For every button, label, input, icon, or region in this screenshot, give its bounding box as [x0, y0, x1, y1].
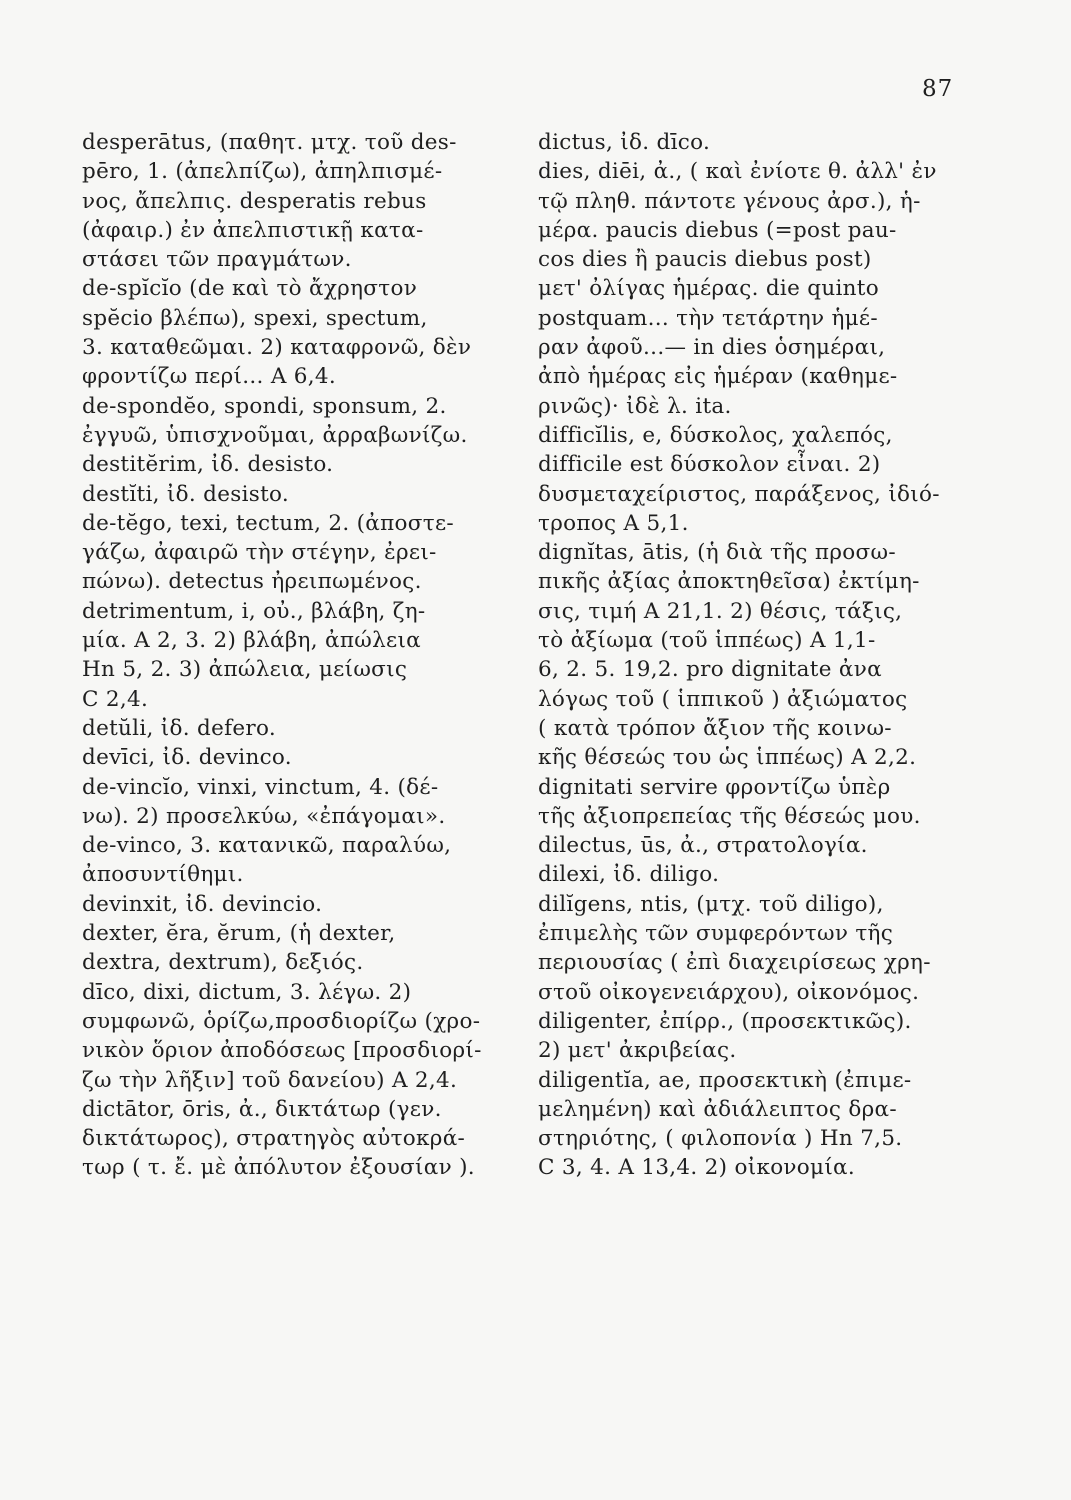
dictionary-line: νω). 2) προσελκύω, «ἐπάγομαι».	[82, 803, 446, 829]
dictionary-line: περιουσίας ( ἐπὶ διαχειρίσεως χρη-	[538, 950, 931, 976]
dictionary-line: diligentĭa, ae, προσεκτικὴ (ἐπιμε-	[538, 1067, 912, 1093]
dictionary-line: 6, 2. 5. 19,2. pro dignitate ἀνα	[538, 657, 882, 683]
dictionary-line: dilectus, ūs, ἀ., στρατολογία.	[538, 833, 868, 859]
dictionary-line: στηριότης, ( φιλοπονία ) Hn 7,5.	[538, 1126, 903, 1152]
dictionary-line: devinxit, ἰδ. devincio.	[82, 891, 323, 917]
dictionary-line: C 3, 4. A 13,4. 2) οἰκονομία.	[538, 1155, 856, 1181]
dictionary-line: τὸ ἀξίωμα (τοῦ ἱππέως) A 1,1-	[538, 628, 876, 654]
dictionary-line: pēro, 1. (ἀπελπίζω), ἀπηλπισμέ-	[82, 159, 443, 185]
page-number: 87	[922, 76, 954, 102]
dictionary-line: dexter, ĕra, ĕrum, (ἡ dexter,	[82, 921, 396, 947]
dictionary-line: ἀποσυντίθημι.	[82, 862, 244, 888]
dictionary-line: dilexi, ἰδ. diligo.	[538, 862, 720, 888]
dictionary-line: diligenter, ἐπίρρ., (προσεκτικῶς).	[538, 1008, 912, 1034]
dictionary-line: τῷ πληθ. πάντοτε γένους ἀρσ.), ἡ-	[538, 188, 921, 214]
dictionary-line: κῆς θέσεώς του ὡς ἱππέως) A 2,2.	[538, 745, 917, 771]
dictionary-line: difficile est δύσκολον εἶναι. 2)	[538, 452, 881, 478]
dictionary-line: στοῦ οἰκογενειάρχου), οἰκονόμος.	[538, 979, 920, 1005]
dictionary-line: dilĭgens, ntis, (μτχ. τοῦ diligo),	[538, 891, 884, 917]
dictionary-line: φροντίζω περί... A 6,4.	[82, 364, 337, 390]
dictionary-line: difficĭlis, e, δύσκολος, χαλεπός,	[538, 422, 893, 448]
dictionary-line: τροπος A 5,1.	[538, 510, 689, 536]
dictionary-line: νικὸν ὅριον ἀποδόσεως [προσδιορί-	[82, 1038, 482, 1064]
dictionary-line: ζω τὴν λῆξιν] τοῦ δανείου) A 2,4.	[82, 1067, 458, 1093]
dictionary-line: μέρα. paucis diebus (=post pau-	[538, 217, 897, 243]
dictionary-line: ρινῶς)· ἰδὲ λ. ita.	[538, 393, 732, 419]
dictionary-line: dies, diēi, ἀ., ( καὶ ἐνίοτε θ. ἀλλ' ἐν	[538, 159, 937, 185]
dictionary-line: de-tĕgo, texi, tectum, 2. (ἀποστε-	[82, 510, 454, 536]
dictionary-line: detrimentum, i, οὐ., βλάβη, ζη-	[82, 598, 426, 624]
dictionary-line: detŭli, ἰδ. defero.	[82, 715, 276, 741]
dictionary-line: de-vincĭo, vinxi, vinctum, 4. (δέ-	[82, 774, 439, 800]
right-column	[538, 128, 978, 1183]
left-column	[82, 128, 522, 1183]
dictionary-line: destitĕrim, ἰδ. desisto.	[82, 452, 334, 478]
dictionary-line: λόγως τοῦ ( ἱππικοῦ ) ἀξιώματος	[538, 686, 908, 712]
dictionary-line: de-spĭcĭo (de καὶ τὸ ἄχρηστον	[82, 276, 418, 302]
dictionary-line: dignĭtas, ātis, (ἡ διὰ τῆς προσω-	[538, 540, 896, 566]
dictionary-line: C 2,4.	[82, 686, 149, 712]
dictionary-line: ραν ἀφοῦ...— in dies ὁσημέραι,	[538, 335, 886, 361]
dictionary-line: postquam... τὴν τετάρτην ἡμέ-	[538, 305, 878, 331]
dictionary-line: destĭti, ἰδ. desisto.	[82, 481, 290, 507]
dictionary-line: 3. καταθεῶμαι. 2) καταφρονῶ, δὲν	[82, 335, 472, 361]
dictionary-line: dictus, ἰδ. dīco.	[538, 130, 711, 155]
dictionary-line: τῆς ἀξιοπρεπείας τῆς θέσεώς μου.	[538, 803, 921, 829]
dictionary-line: στάσει τῶν πραγμάτων.	[82, 247, 352, 273]
dictionary-line: ( κατὰ τρόπον ἄξιον τῆς κοινω-	[538, 715, 892, 741]
dictionary-line: de-spondĕo, spondi, sponsum, 2.	[82, 393, 447, 419]
dictionary-line: γάζω, ἀφαιρῶ τὴν στέγην, ἐρει-	[82, 540, 437, 566]
dictionary-line: πώνω). detectus ἠρειπωμένος.	[82, 569, 422, 595]
dictionary-line: (ἀφαιρ.) ἐν ἀπελπιστικῇ κατα-	[82, 217, 424, 243]
dictionary-line: spĕcio βλέπω), spexi, spectum,	[82, 305, 428, 331]
dictionary-line: cos dies ἢ paucis diebus post)	[538, 247, 872, 273]
dictionary-line: συμφωνῶ, ὁρίζω,προσδιορίζω (χρο-	[82, 1008, 481, 1034]
dictionary-line: μετ' ὀλίγας ἡμέρας. die quinto	[538, 276, 879, 302]
dictionary-line: μία. A 2, 3. 2) βλάβη, ἀπώλεια	[82, 628, 421, 654]
dictionary-line: ἐπιμελὴς τῶν συμφερόντων τῆς	[538, 921, 894, 947]
dictionary-line: σις, τιμή A 21,1. 2) θέσις, τάξις,	[538, 598, 903, 624]
dictionary-line: dextra, dextrum), δεξιός.	[82, 950, 364, 976]
dictionary-line: μελημένη) καὶ ἀδιάλειπτος δρα-	[538, 1096, 897, 1122]
dictionary-line: desperātus, (παθητ. μτχ. τοῦ des-	[82, 130, 457, 155]
dictionary-line: ἀπὸ ἡμέρας εἰς ἡμέραν (καθημε-	[538, 364, 898, 390]
dictionary-line: dīco, dixi, dictum, 3. λέγω. 2)	[82, 979, 412, 1005]
dictionary-line: τωρ ( τ. ἔ. μὲ ἀπόλυτον ἐξουσίαν ).	[82, 1155, 475, 1181]
dictionary-line: 2) μετ' ἀκριβείας.	[538, 1038, 737, 1064]
dictionary-line: Hn 5, 2. 3) ἀπώλεια, μείωσις	[82, 657, 408, 683]
dictionary-line: dignitati servire φροντίζω ὑπὲρ	[538, 774, 891, 800]
dictionary-line: devīci, ἰδ. devinco.	[82, 745, 292, 771]
dictionary-line: δικτάτωρος), στρατηγὸς αὐτοκρά-	[82, 1126, 466, 1152]
dictionary-line: de-vinco, 3. κατανικῶ, παραλύω,	[82, 833, 452, 859]
dictionary-line: ἐγγυῶ, ὑπισχνοῦμαι, ἀρραβωνίζω.	[82, 422, 468, 448]
dictionary-line: δυσμεταχείριστος, παράξενος, ἰδιό-	[538, 481, 940, 507]
dictionary-line: νος, ἄπελπις. desperatis rebus	[82, 188, 427, 214]
dictionary-line: dictātor, ōris, ἀ., δικτάτωρ (γεν.	[82, 1096, 442, 1122]
dictionary-line: πικῆς ἀξίας ἀποκτηθεῖσα) ἐκτίμη-	[538, 569, 920, 595]
